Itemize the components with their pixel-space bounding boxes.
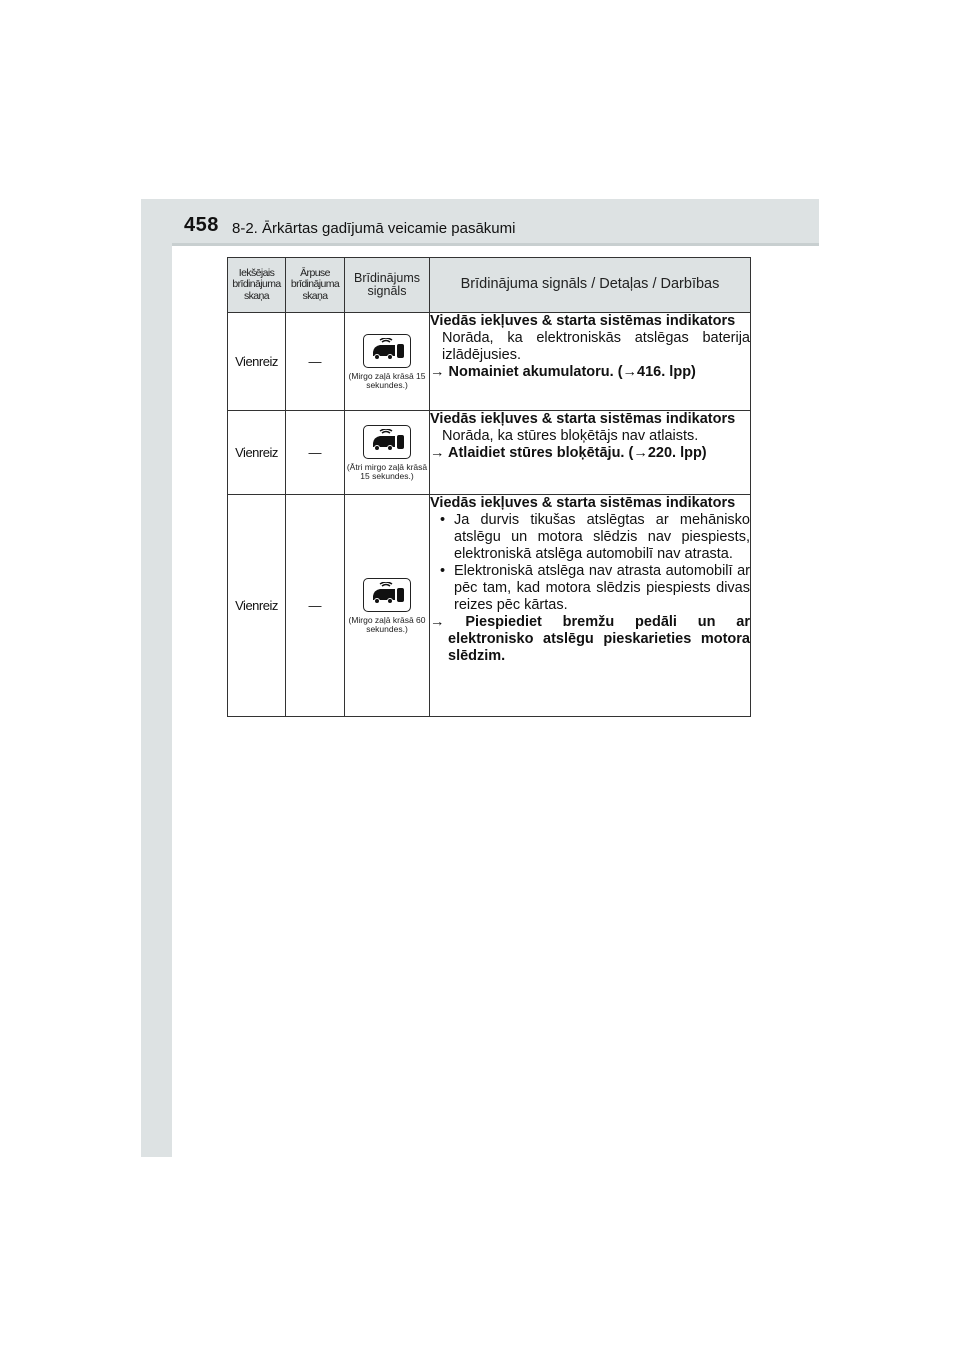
header-details: Brīdinājuma signāls / Detaļas / Darbības xyxy=(430,258,751,313)
action-text xyxy=(430,445,750,462)
table-row xyxy=(228,313,751,411)
arrow-icon: → xyxy=(430,445,445,461)
list-item: • Ja durvis tikušas atslēgtas ar mehānisko atslēgu un motora slēdzis nav piespiests, elektroniskā atslēga automobilī nav atrasta. xyxy=(438,512,750,563)
warning-table xyxy=(227,257,751,717)
action-text xyxy=(430,364,750,381)
warning-signal-cell xyxy=(345,495,430,717)
external-sound-cell: — xyxy=(286,495,345,717)
details-cell xyxy=(430,495,751,717)
warning-signal-cell xyxy=(345,411,430,495)
header-warning-signal: Brīdinājums signāls xyxy=(345,258,430,313)
table-row xyxy=(228,495,751,717)
smart-key-warning-icon xyxy=(363,578,411,612)
action-text xyxy=(430,614,750,665)
table-row xyxy=(228,411,751,495)
external-sound-cell: — xyxy=(286,411,345,495)
arrow-icon: → xyxy=(430,364,445,380)
indicator-description: Norāda, ka elektroniskās atslēgas baterija izlādējusies. xyxy=(442,330,750,363)
arrow-icon: → xyxy=(430,614,445,630)
header-internal-sound: Iekšējais brīdinājuma skaņa xyxy=(228,258,286,313)
signal-caption: (Mirgo zaļā krāsā 15 sekundes.) xyxy=(348,370,426,390)
signal-caption: (Ātri mirgo zaļā krāsā 15 sekundes.) xyxy=(346,461,428,481)
page-number: 458 xyxy=(184,214,219,236)
details-cell xyxy=(430,411,751,495)
table-header-row xyxy=(228,258,751,313)
internal-sound-cell: Vienreiz xyxy=(228,495,286,717)
page-margin-band xyxy=(141,199,172,1157)
action-label: Atlaidiet stūres bloķētāju. (→220. lpp) xyxy=(448,445,707,461)
signal-caption: (Mirgo zaļā krāsā 60 sekundes.) xyxy=(348,614,426,634)
action-label: Nomainiet akumulatoru. (→416. lpp) xyxy=(448,364,696,380)
header-rule xyxy=(172,243,819,246)
action-label: Piespiediet bremžu pedāli un ar elektronisko atslēgu pieskarieties motora slēdzim. xyxy=(448,614,750,664)
smart-key-warning-icon xyxy=(363,334,411,368)
list-item: • Elektroniskā atslēga nav atrasta automobilī ar pēc tam, kad motora slēdzis piespiests divas reizes pēc kārtas. xyxy=(438,563,750,614)
details-cell xyxy=(430,313,751,411)
indicator-description: Norāda, ka stūres bloķētājs nav atlaists. xyxy=(442,428,699,444)
internal-sound-cell: Vienreiz xyxy=(228,411,286,495)
condition-list xyxy=(430,512,750,614)
header-external-sound: Ārpuse brīdinājuma skaņa xyxy=(286,258,345,313)
warning-signal-cell xyxy=(345,313,430,411)
indicator-title: Viedās iekļuves & starta sistēmas indikators xyxy=(430,495,736,511)
internal-sound-cell: Vienreiz xyxy=(228,313,286,411)
indicator-title: Viedās iekļuves & starta sistēmas indikators xyxy=(430,313,736,329)
external-sound-cell: — xyxy=(286,313,345,411)
smart-key-warning-icon xyxy=(363,425,411,459)
indicator-title: Viedās iekļuves & starta sistēmas indikators xyxy=(430,411,736,427)
section-title: 8-2. Ārkārtas gadījumā veicamie pasākumi xyxy=(232,220,516,237)
